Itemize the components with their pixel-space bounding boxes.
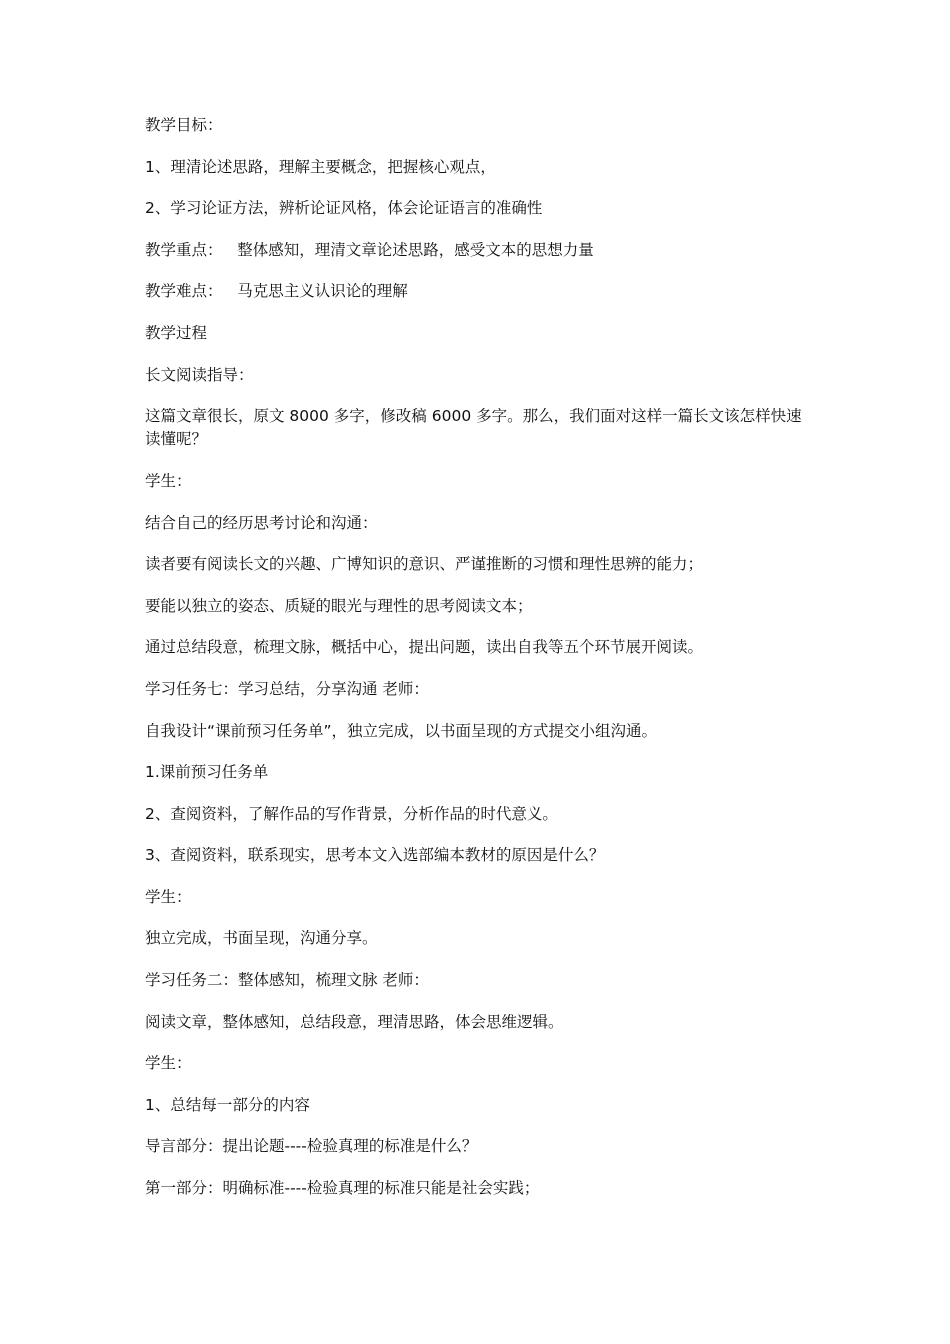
key-points: 教学重点： 整体感知，理清文章论述思路，感受文本的思想力量	[145, 240, 594, 259]
body-paragraph: 独立完成，书面呈现，沟通分享。	[145, 929, 378, 948]
section-heading-objectives: 教学目标：	[145, 116, 223, 134]
section-heading-process: 教学过程	[145, 323, 208, 342]
task-heading: 学习任务七：学习总结，分享沟通 老师：	[145, 679, 429, 698]
student-label: 学生：	[145, 471, 192, 490]
body-paragraph: 要能以独立的姿态、质疑的眼光与理性的思考阅读文本；	[145, 596, 533, 615]
student-label: 学生：	[145, 887, 192, 906]
body-paragraph: 这篇文章很长，原文 8000 多字，修改稿 6000 多字。那么，我们面对这样一篇长文该怎样快速读懂呢？	[145, 407, 802, 449]
objective-item: 2、学习论证方法，辨析论证风格，体会论证语言的准确性	[145, 199, 543, 218]
list-item: 1.课前预习任务单	[145, 763, 269, 782]
document-body	[145, 114, 810, 1219]
student-label: 学生：	[145, 1054, 192, 1073]
body-paragraph: 通过总结段意，梳理文脉，概括中心，提出问题，读出自我等五个环节展开阅读。	[145, 638, 704, 657]
reading-guide-heading: 长文阅读指导：	[145, 365, 254, 384]
difficult-points: 教学难点： 马克思主义认识论的理解	[145, 282, 408, 301]
body-paragraph: 第一部分：明确标准----检验真理的标准只能是社会实践；	[145, 1179, 540, 1198]
list-item: 3、查阅资料，联系现实，思考本文入选部编本教材的原因是什么？	[145, 846, 605, 865]
list-item: 1、总结每一部分的内容	[145, 1095, 310, 1114]
task-heading: 学习任务二：整体感知，梳理文脉 老师：	[145, 971, 429, 990]
body-paragraph: 读者要有阅读长文的兴趣、广博知识的意识、严谨推断的习惯和理性思辨的能力；	[145, 555, 704, 574]
body-paragraph: 阅读文章，整体感知，总结段意，理清思路，体会思维逻辑。	[145, 1012, 564, 1031]
list-item: 2、查阅资料，了解作品的写作背景，分析作品的时代意义。	[145, 804, 558, 823]
body-paragraph: 结合自己的经历思考讨论和沟通：	[145, 513, 378, 532]
body-paragraph: 导言部分：提出论题----检验真理的标准是什么？	[145, 1137, 478, 1156]
body-paragraph: 自我设计“课前预习任务单”，独立完成，以书面呈现的方式提交小组沟通。	[145, 721, 658, 740]
objective-item: 1、理清论述思路，理解主要概念，把握核心观点，	[145, 157, 496, 176]
